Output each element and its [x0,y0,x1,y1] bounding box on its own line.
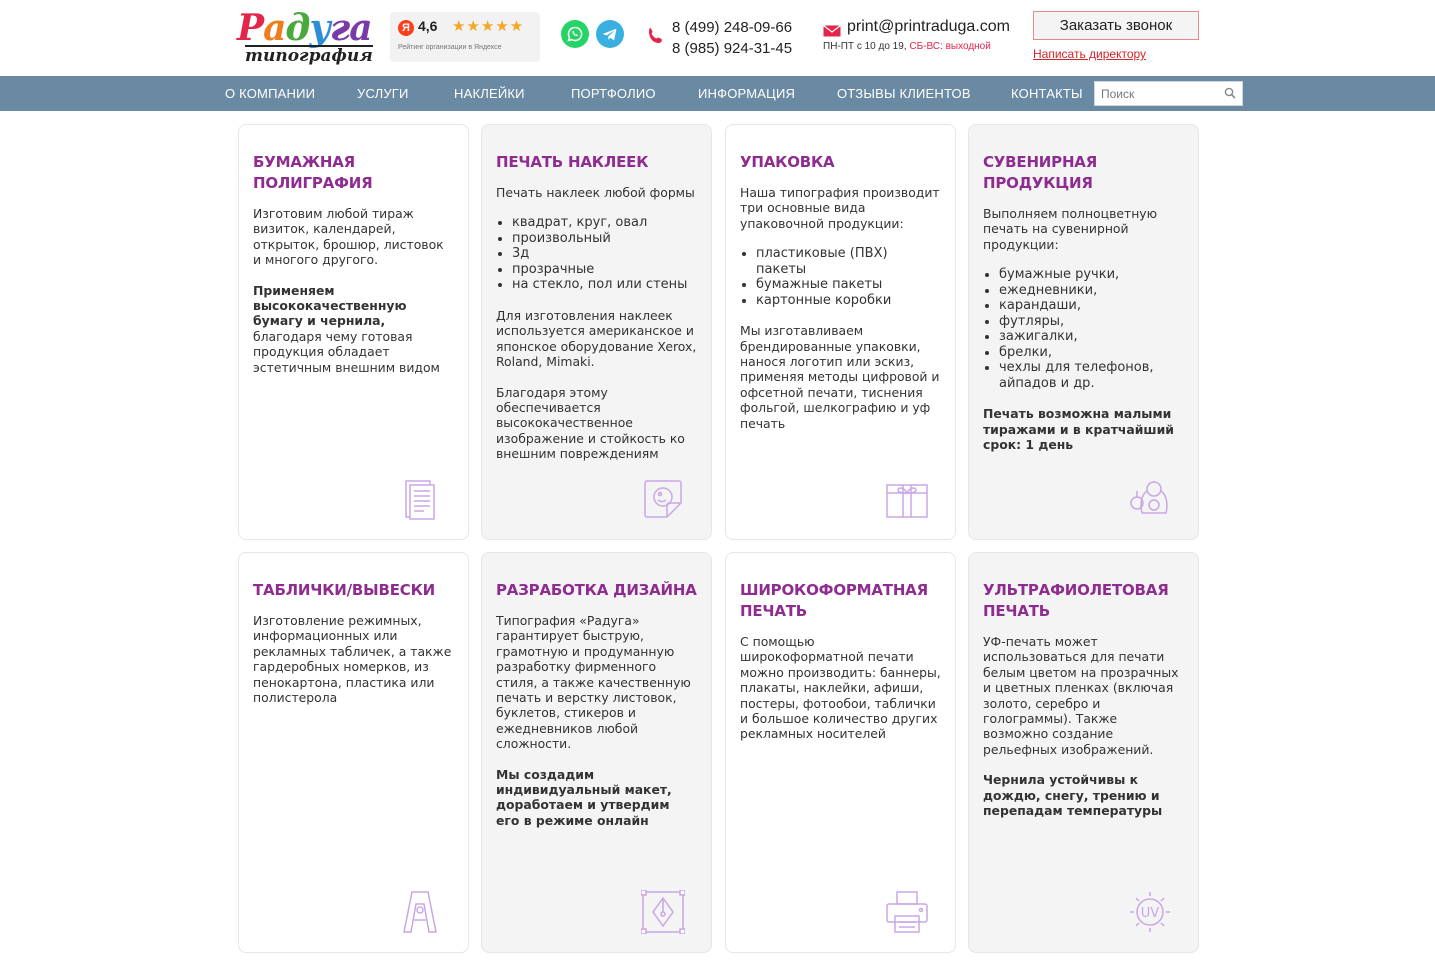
search-input[interactable] [1095,82,1220,105]
card-title: ТАБЛИЧКИ/ВЫВЕСКИ [253,581,435,599]
site-logo[interactable] [237,7,373,66]
mail-icon [823,25,841,37]
email-link[interactable]: print@printraduga.com [847,18,1010,35]
card-body: Изготовление режимных, информационных или рекламных табличек, а также гардеробных номерков, из пенокартона, пластика или полистерола [253,613,452,706]
rating-value: 4,6 [418,18,438,34]
card-body: Печать наклеек любой формы • квадрат, круг, овал • произвольный • 3д • прозрачные • на стекло, пол или стены Для изготовления наклеек используется американское и японское оборудование Xerox, Roland, Mimaki. Благодаря этому обеспечивается высококачественное изображение и стойкость ко внешним повреждениям [496,185,697,462]
card-title: БУМАЖНАЯ ПОЛИГРАФИЯ [253,153,373,192]
whatsapp-icon[interactable] [561,20,589,48]
order-call-button[interactable]: Заказать звонок [1033,11,1199,40]
service-card-signs[interactable] [238,552,469,953]
phone-icon [646,26,666,46]
sticker-icon [641,477,685,521]
card-body: УФ-печать может использоваться для печати белым цветом на прозрачных и цветных пленках (включая золото, серебро и голограммы). Также возможно создание рельефных изображений. Чернила устойчивы к дождю, снегу, трению и перепадам температуры [983,634,1179,819]
phone-number-2[interactable]: 8 (985) 924-31-45 [672,40,793,57]
write-director-link[interactable]: Написать директору [1033,47,1147,61]
card-body: Выполняем полноцветную печать на сувенирной продукции: • бумажные ручки, • ежедневники, • карандаши, • футляры, • зажигалки, • брелки, • чехлы для телефонов, айпадов и др. Печать возможна малыми тиражами и в кратчайший срок: 1 день [983,206,1184,452]
uv-icon [1128,890,1172,934]
card-body: С помощью широкоформатной печати можно производить: баннеры, плакаты, наклейки, афиши, постеры, фотообои, таблички и большое количество других рекламных носителей [740,634,941,742]
nav-item-reviews[interactable]: ОТЗЫВЫ КЛИЕНТОВ [837,86,971,101]
search-icon[interactable] [1224,87,1236,99]
logo-subtitle: типография [245,46,373,66]
card-title: УПАКОВКА [740,153,835,171]
nav-item-services[interactable]: УСЛУГИ [357,86,409,101]
service-card-stickers[interactable] [481,124,712,540]
service-card-wide-format[interactable] [725,552,956,953]
card-body: Наша типография производит три основные вида упаковочной продукции: • пластиковые (ПВХ) пакеты • бумажные пакеты • картонные коробки Мы изготавливаем брендированные упаковки, нанося логотип или эскиз, применяя методы цифровой и офсетной печати, тиснения фольгой, шелкографию и уф печать [740,185,941,431]
logo-wordmark: Радуга [237,7,372,49]
phone-number-1[interactable]: 8 (499) 248-09-66 [672,19,793,36]
card-title: РАЗРАБОТКА ДИЗАЙНА [496,581,697,599]
telegram-icon[interactable] [596,20,624,48]
svg-text:UV: UV [1140,906,1160,921]
pen-tool-icon [641,890,685,934]
card-title: ШИРОКОФОРМАТНАЯ ПЕЧАТЬ [740,581,928,620]
nav-item-contacts[interactable]: КОНТАКТЫ [1011,86,1083,101]
card-body: Типография «Радуга» гарантирует быструю, грамотную и продуманную разработку фирменного стиля, а также качественную печать и верстку листовок, буклетов, стикеров и ежедневников любой сложности. Мы создадим индивидуальный макет, доработаем и утвердим его в режиме онлайн [496,613,691,828]
card-title: УЛЬТРАФИОЛЕТОВАЯ ПЕЧАТЬ [983,581,1169,620]
card-title: ПЕЧАТЬ НАКЛЕЕК [496,153,649,171]
nav-item-stickers[interactable]: НАКЛЕЙКИ [454,86,525,101]
main-nav [0,76,1435,111]
card-title: СУВЕНИРНАЯ ПРОДУКЦИЯ [983,153,1098,192]
card-list: • бумажные ручки, • ежедневники, • карандаши, • футляры, • зажигалки, • брелки, • чехлы для телефонов, айпадов и др. [999,267,1184,391]
yandex-icon: Я [398,20,414,36]
nav-item-portfolio[interactable]: ПОРТФОЛИО [571,86,656,101]
nav-item-info[interactable]: ИНФОРМАЦИЯ [698,86,796,101]
service-card-uv[interactable] [968,552,1199,953]
working-hours: ПН-ПТ с 10 до 19, СБ-ВС: выходной [823,41,991,52]
service-card-souvenirs[interactable] [968,124,1199,540]
card-list: • пластиковые (ПВХ) пакеты • бумажные пакеты • картонные коробки [756,246,941,308]
printer-icon [885,890,929,934]
card-list: • квадрат, круг, овал • произвольный • 3д • прозрачные • на стекло, пол или стены [512,215,697,293]
yandex-rating-widget[interactable] [390,12,540,62]
document-icon [398,477,442,521]
card-body: Изготовим любой тираж визиток, календарей, открыток, брошюр, листовок и многого другого. Применяем высококачественную бумагу и чернила, благодаря чему готовая продукция обладает эстетичным внешним видом [253,206,444,375]
search-box [1094,81,1243,106]
sign-stand-icon [398,890,442,934]
gift-box-icon [885,477,929,521]
service-card-packaging[interactable] [725,124,956,540]
nav-item-about[interactable]: О КОМПАНИИ [225,86,316,101]
service-card-paper[interactable] [238,124,469,540]
phone-numbers[interactable] [672,17,792,59]
site-header [0,0,1435,76]
service-card-design[interactable] [481,552,712,953]
rating-stars: ★★★★★ [452,17,525,35]
rating-caption: Рейтинг организации в Яндексе [398,44,502,51]
souvenir-icon [1128,477,1172,521]
